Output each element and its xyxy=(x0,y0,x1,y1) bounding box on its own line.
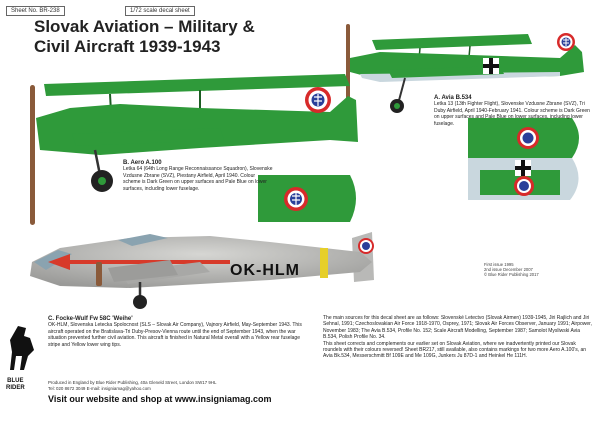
blue-rider-logo xyxy=(10,326,34,370)
fw58-side-view xyxy=(30,232,374,309)
logo-line-1: BLUE xyxy=(7,378,24,384)
aero-upper-wing xyxy=(44,74,350,96)
avia-tail-roundel xyxy=(557,33,575,51)
avia-lower-wing-plan xyxy=(468,158,579,200)
caption-avia xyxy=(434,95,594,127)
sources-text xyxy=(323,315,593,360)
sources-paragraph-1: The main sources for this decal sheet are as follows: Slovenské Letectvo (Slovak Airmen) 1939-1945, Jiri Rajlich and Jiri Sehnal, 1991; Czechoslovakian Air Force 1918-1970, Osprey, 1971; Slovak Air Forces Observer, January 1991; Airpower, November 1983; The Avia B.534, Profile No. 152; Scale Aircraft Modelling, September 1987; Samolot Mysliwski Avia B.534, Polish Profile No. 34. xyxy=(323,315,592,341)
avia-upper-wing xyxy=(372,34,532,50)
aero-propeller xyxy=(30,85,35,225)
caption-avia-text: Letka 13 (13th Fighter Flight), Slovenske Vzdusne Zbrane (SVZ), Tri Duby Airfield, April 1940-February 1941. Colour scheme is Dark Green on upper surfaces and Pale Blue on lower surfaces, including lower fuselage. xyxy=(434,101,590,127)
fw58-wheel xyxy=(133,295,147,309)
sources-paragraph-2: This sheet corrects and complements our earlier set on Slovak Aviation, where we inadvertently printed our Slovak roundels with their colours reversed! Sheet BR217, still available, also contains markings for two more Aero A.100's, an Avia Bk.534, Messerschmitt Bf 109E and Me 109G, Junkers Ju 87D-1 and Heinkel He 111H. xyxy=(323,340,587,360)
fw58-yellow-stripe xyxy=(320,248,328,278)
avia-cross-marking xyxy=(483,58,499,74)
logo-line-2: RIDER xyxy=(6,385,25,391)
issue-line-2: 2nd issue December 2007 xyxy=(484,267,533,273)
publisher-contact: Tel: 020 8672 3049 E-mail: insigniamag@yahoo.com xyxy=(48,385,151,391)
caption-fw58-heading: C. Focke-Wulf Fw 58C 'Weihe' xyxy=(48,316,133,322)
aero-fuselage-roundel xyxy=(305,87,331,113)
caption-aero-text: Letka 64 (64th Long Range Reconnaissance Squadron), Slovenske Vzdusne Zbrane (SVZ), Piestany Airfield, April 1940. Colour scheme is Dark Green on upper surfaces and Pale Blue on lower surfaces, including lower fuselage. xyxy=(123,166,273,192)
publisher-info xyxy=(48,380,216,391)
caption-fw58-text: OK-HLM, Slovenska Letecka Spolocnost (SLS – Slovak Air Company), Vajnory Airfield, May-September 1943. This aircraft operated on the Bratislava-Tri Duby-Presov-Vienna route until the end of September 1943, when the war situation prevented further civil aviation. This aircraft is finished in Natural Metal overall with a Yellow rear fuselage stripe and Yellow lower wing tips. xyxy=(48,322,302,348)
publisher-address: Produced in England by Blue Rider Publishing, 40a Gleneld Street, London SW17 9HL xyxy=(48,380,217,385)
fw58-registration: OK-HLM xyxy=(230,262,300,279)
caption-aero-heading: B. Aero A.100 xyxy=(123,160,162,166)
issue-line-3: © Blue Rider Publishing 2017 xyxy=(484,272,539,278)
sheet-number: Sheet No. BR-238 xyxy=(6,6,65,16)
caption-aero xyxy=(123,160,273,192)
issue-note xyxy=(484,262,594,278)
issue-line-1: First issue 1995 xyxy=(484,262,514,267)
website-link[interactable]: Visit our website and shop at www.insigniamag.com xyxy=(48,394,272,404)
title-line-1: Slovak Aviation – Military & xyxy=(34,17,255,36)
fw58-tail-roundel xyxy=(358,238,374,254)
caption-avia-heading: A. Avia B.534 xyxy=(434,95,472,101)
caption-fw58 xyxy=(48,316,310,348)
title-line-2: Civil Aircraft 1939-1943 xyxy=(34,37,221,56)
scale-label: 1/72 scale decal sheet xyxy=(125,6,195,16)
logo-wordmark xyxy=(6,378,25,392)
